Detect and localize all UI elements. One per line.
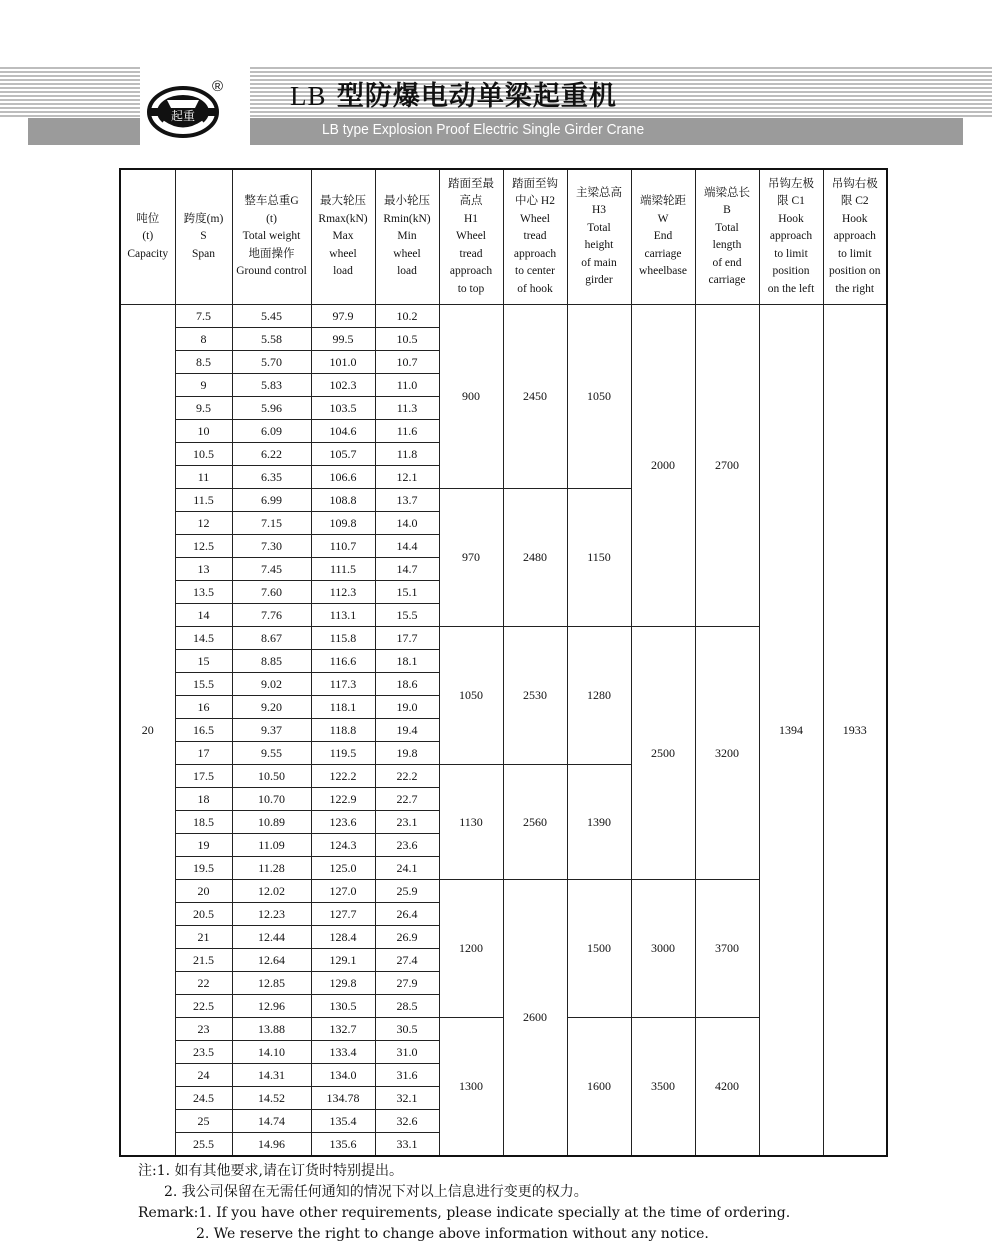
span-cell: 10.5 <box>175 443 232 466</box>
rmax-cell: 124.3 <box>311 834 375 857</box>
rmax-cell: 134.78 <box>311 1087 375 1110</box>
page-subtitle: LB type Explosion Proof Electric Single Girder Crane <box>322 121 645 138</box>
span-cell: 13.5 <box>175 581 232 604</box>
rmax-cell: 115.8 <box>311 627 375 650</box>
span-cell: 14 <box>175 604 232 627</box>
rmin-cell: 19.8 <box>375 742 439 765</box>
rmin-cell: 32.6 <box>375 1110 439 1133</box>
weight-cell: 6.22 <box>232 443 311 466</box>
span-cell: 19.5 <box>175 857 232 880</box>
w-cell: 3000 <box>631 880 695 1018</box>
h3-cell: 1150 <box>567 489 631 627</box>
note-en-1: Remark:1. If you have other requirements, please indicate specially at the time of ordering. <box>138 1205 791 1221</box>
weight-cell: 5.70 <box>232 351 311 374</box>
weight-cell: 14.74 <box>232 1110 311 1133</box>
rmax-cell: 123.6 <box>311 811 375 834</box>
rmin-cell: 11.3 <box>375 397 439 420</box>
column-header-5 <box>439 169 503 305</box>
rmin-cell: 23.1 <box>375 811 439 834</box>
weight-cell: 11.28 <box>232 857 311 880</box>
span-cell: 15.5 <box>175 673 232 696</box>
rmax-cell: 119.5 <box>311 742 375 765</box>
column-header-en: W End carriage wheelbase <box>639 212 687 278</box>
rmin-cell: 27.9 <box>375 972 439 995</box>
span-cell: 16 <box>175 696 232 719</box>
rmin-cell: 18.6 <box>375 673 439 696</box>
b-cell: 4200 <box>695 1018 759 1157</box>
w-cell: 2000 <box>631 305 695 627</box>
rmin-cell: 17.7 <box>375 627 439 650</box>
capacity-cell: 20 <box>120 305 175 1157</box>
rmax-cell: 97.9 <box>311 305 375 328</box>
note-cn-1: 注:1. 如有其他要求,请在订货时特别提出。 <box>138 1163 403 1179</box>
weight-cell: 13.88 <box>232 1018 311 1041</box>
weight-cell: 7.76 <box>232 604 311 627</box>
table-row <box>120 305 887 328</box>
span-cell: 21 <box>175 926 232 949</box>
weight-cell: 12.64 <box>232 949 311 972</box>
span-cell: 17.5 <box>175 765 232 788</box>
b-cell: 3200 <box>695 627 759 880</box>
rmin-cell: 28.5 <box>375 995 439 1018</box>
rmin-cell: 25.9 <box>375 880 439 903</box>
weight-cell: 14.96 <box>232 1133 311 1157</box>
column-header-8 <box>631 169 695 305</box>
rmin-cell: 24.1 <box>375 857 439 880</box>
rmax-cell: 102.3 <box>311 374 375 397</box>
column-header-en: Rmin(kN) Min wheel load <box>383 212 431 278</box>
column-header-cn: 吨位 <box>136 212 160 225</box>
rmax-cell: 130.5 <box>311 995 375 1018</box>
column-header-7 <box>567 169 631 305</box>
span-cell: 8.5 <box>175 351 232 374</box>
rmax-cell: 101.0 <box>311 351 375 374</box>
span-cell: 10 <box>175 420 232 443</box>
span-cell: 13 <box>175 558 232 581</box>
w-cell: 2500 <box>631 627 695 880</box>
weight-cell: 7.30 <box>232 535 311 558</box>
weight-cell: 14.10 <box>232 1041 311 1064</box>
rmax-cell: 105.7 <box>311 443 375 466</box>
rmax-cell: 109.8 <box>311 512 375 535</box>
h1-cell: 1200 <box>439 880 503 1018</box>
h3-cell: 1390 <box>567 765 631 880</box>
weight-cell: 10.89 <box>232 811 311 834</box>
svg-text:起重: 起重 <box>170 109 196 123</box>
span-cell: 22.5 <box>175 995 232 1018</box>
column-header-en: Rmax(kN) Max wheel load <box>318 212 368 278</box>
column-header-en: S Span <box>192 230 215 260</box>
rmax-cell: 112.3 <box>311 581 375 604</box>
rmax-cell: 133.4 <box>311 1041 375 1064</box>
rmax-cell: 127.0 <box>311 880 375 903</box>
column-header-en: B Total length of end carriage <box>708 204 746 286</box>
spec-table <box>119 168 888 1157</box>
weight-cell: 5.45 <box>232 305 311 328</box>
rmax-cell: 111.5 <box>311 558 375 581</box>
span-cell: 24 <box>175 1064 232 1087</box>
rmin-cell: 14.7 <box>375 558 439 581</box>
column-header-cn: 吊钩右极 限 C2 <box>831 177 878 208</box>
w-cell: 3500 <box>631 1018 695 1157</box>
span-cell: 21.5 <box>175 949 232 972</box>
rmin-cell: 15.5 <box>375 604 439 627</box>
column-header-cn: 踏面至最 高点 <box>448 177 494 208</box>
rmax-cell: 135.6 <box>311 1133 375 1157</box>
span-cell: 9 <box>175 374 232 397</box>
rmax-cell: 128.4 <box>311 926 375 949</box>
column-header-4 <box>375 169 439 305</box>
weight-cell: 12.44 <box>232 926 311 949</box>
span-cell: 23 <box>175 1018 232 1041</box>
column-header-cn: 吊钩左极 限 C1 <box>768 177 814 208</box>
span-cell: 25 <box>175 1110 232 1133</box>
rmin-cell: 33.1 <box>375 1133 439 1157</box>
weight-cell: 14.31 <box>232 1064 311 1087</box>
rmax-cell: 129.8 <box>311 972 375 995</box>
weight-cell: 9.55 <box>232 742 311 765</box>
column-header-cn: 最大轮压 <box>320 195 366 208</box>
column-header-10 <box>759 169 823 305</box>
h2-cell: 2450 <box>503 305 567 489</box>
weight-cell: 7.15 <box>232 512 311 535</box>
span-cell: 17 <box>175 742 232 765</box>
column-header-en: Wheel tread approach to center of hook <box>513 212 557 295</box>
rmax-cell: 129.1 <box>311 949 375 972</box>
rmax-cell: 103.5 <box>311 397 375 420</box>
span-cell: 15 <box>175 650 232 673</box>
rmin-cell: 32.1 <box>375 1087 439 1110</box>
weight-cell: 12.96 <box>232 995 311 1018</box>
weight-cell: 14.52 <box>232 1087 311 1110</box>
rmin-cell: 19.4 <box>375 719 439 742</box>
column-header-en: Hook approach to limit position on the right <box>829 212 881 295</box>
b-cell: 3700 <box>695 880 759 1018</box>
rmax-cell: 135.4 <box>311 1110 375 1133</box>
rmax-cell: 108.8 <box>311 489 375 512</box>
span-cell: 18.5 <box>175 811 232 834</box>
weight-cell: 6.35 <box>232 466 311 489</box>
rmin-cell: 11.0 <box>375 374 439 397</box>
column-header-cn: 端梁轮距 <box>640 195 686 208</box>
column-header-cn: 端梁总长 <box>704 186 750 199</box>
rmax-cell: 134.0 <box>311 1064 375 1087</box>
rmax-cell: 118.1 <box>311 696 375 719</box>
column-header-6 <box>503 169 567 305</box>
span-cell: 18 <box>175 788 232 811</box>
rmax-cell: 132.7 <box>311 1018 375 1041</box>
rmin-cell: 31.0 <box>375 1041 439 1064</box>
rmin-cell: 22.2 <box>375 765 439 788</box>
h2-cell: 2560 <box>503 765 567 880</box>
span-cell: 23.5 <box>175 1041 232 1064</box>
column-header-0 <box>120 169 175 305</box>
span-cell: 11 <box>175 466 232 489</box>
weight-cell: 5.58 <box>232 328 311 351</box>
column-header-en: H1 Wheel tread approach to top <box>449 212 493 295</box>
h1-cell: 970 <box>439 489 503 627</box>
span-cell: 14.5 <box>175 627 232 650</box>
column-header-en: (t) Capacity <box>127 230 169 260</box>
rmin-cell: 18.1 <box>375 650 439 673</box>
weight-cell: 5.96 <box>232 397 311 420</box>
span-cell: 8 <box>175 328 232 351</box>
rmin-cell: 14.4 <box>375 535 439 558</box>
table-header-row <box>120 169 887 305</box>
column-header-en: Hook approach to limit position on the left <box>767 212 815 295</box>
span-cell: 24.5 <box>175 1087 232 1110</box>
weight-cell: 7.45 <box>232 558 311 581</box>
h1-cell: 1300 <box>439 1018 503 1157</box>
weight-cell: 12.02 <box>232 880 311 903</box>
note-en-2: 2. We reserve the right to change above information without any notice. <box>196 1225 709 1242</box>
h3-cell: 1280 <box>567 627 631 765</box>
span-cell: 12 <box>175 512 232 535</box>
column-header-cn: 整车总重G <box>244 195 299 208</box>
span-cell: 20.5 <box>175 903 232 926</box>
span-cell: 11.5 <box>175 489 232 512</box>
rmin-cell: 15.1 <box>375 581 439 604</box>
column-header-9 <box>695 169 759 305</box>
column-header-1 <box>175 169 232 305</box>
rmin-cell: 22.7 <box>375 788 439 811</box>
rmin-cell: 10.2 <box>375 305 439 328</box>
span-cell: 7.5 <box>175 305 232 328</box>
column-header-2 <box>232 169 311 305</box>
rmin-cell: 12.1 <box>375 466 439 489</box>
note-cn-2: 2. 我公司保留在无需任何通知的情况下对以上信息进行变更的权力。 <box>164 1183 588 1200</box>
rmax-cell: 125.0 <box>311 857 375 880</box>
weight-cell: 6.09 <box>232 420 311 443</box>
h2-cell: 2480 <box>503 489 567 627</box>
span-cell: 19 <box>175 834 232 857</box>
span-cell: 9.5 <box>175 397 232 420</box>
rmin-cell: 23.6 <box>375 834 439 857</box>
weight-cell: 8.85 <box>232 650 311 673</box>
rmin-cell: 10.5 <box>375 328 439 351</box>
h1-cell: 900 <box>439 305 503 489</box>
h2-cell: 2530 <box>503 627 567 765</box>
rmin-cell: 13.7 <box>375 489 439 512</box>
weight-cell: 9.02 <box>232 673 311 696</box>
span-cell: 22 <box>175 972 232 995</box>
rmin-cell: 31.6 <box>375 1064 439 1087</box>
h3-cell: 1600 <box>567 1018 631 1157</box>
span-cell: 20 <box>175 880 232 903</box>
span-cell: 25.5 <box>175 1133 232 1157</box>
rmax-cell: 117.3 <box>311 673 375 696</box>
rmax-cell: 118.8 <box>311 719 375 742</box>
weight-cell: 11.09 <box>232 834 311 857</box>
rmax-cell: 104.6 <box>311 420 375 443</box>
b-cell: 2700 <box>695 305 759 627</box>
notes <box>138 1161 790 1244</box>
column-header-cn: 踏面至钩 中心 H2 <box>512 177 558 208</box>
span-cell: 16.5 <box>175 719 232 742</box>
weight-cell: 5.83 <box>232 374 311 397</box>
rmax-cell: 110.7 <box>311 535 375 558</box>
c2-cell: 1933 <box>823 305 887 1157</box>
rmax-cell: 122.9 <box>311 788 375 811</box>
rmin-cell: 30.5 <box>375 1018 439 1041</box>
weight-cell: 9.20 <box>232 696 311 719</box>
h1-cell: 1130 <box>439 765 503 880</box>
column-header-cn: 跨度(m) <box>183 212 224 225</box>
weight-cell: 7.60 <box>232 581 311 604</box>
h3-cell: 1500 <box>567 880 631 1018</box>
rmax-cell: 127.7 <box>311 903 375 926</box>
rmin-cell: 26.9 <box>375 926 439 949</box>
weight-cell: 10.70 <box>232 788 311 811</box>
rmin-cell: 11.6 <box>375 420 439 443</box>
h1-cell: 1050 <box>439 627 503 765</box>
rmax-cell: 113.1 <box>311 604 375 627</box>
rmin-cell: 26.4 <box>375 903 439 926</box>
rmin-cell: 27.4 <box>375 949 439 972</box>
column-header-cn: 主梁总高 <box>576 186 622 199</box>
rmax-cell: 106.6 <box>311 466 375 489</box>
weight-cell: 9.37 <box>232 719 311 742</box>
rmin-cell: 10.7 <box>375 351 439 374</box>
rmin-cell: 19.0 <box>375 696 439 719</box>
h2-cell: 2600 <box>503 880 567 1157</box>
column-header-3 <box>311 169 375 305</box>
column-header-11 <box>823 169 887 305</box>
rmin-cell: 14.0 <box>375 512 439 535</box>
span-cell: 12.5 <box>175 535 232 558</box>
page-title: LB 型防爆电动单梁起重机 <box>290 81 617 112</box>
weight-cell: 8.67 <box>232 627 311 650</box>
column-header-en: H3 Total height of main girder <box>581 204 617 286</box>
rmax-cell: 99.5 <box>311 328 375 351</box>
weight-cell: 6.99 <box>232 489 311 512</box>
weight-cell: 12.23 <box>232 903 311 926</box>
rmin-cell: 11.8 <box>375 443 439 466</box>
rmax-cell: 122.2 <box>311 765 375 788</box>
registered-mark: ® <box>212 78 224 95</box>
column-header-cn: 最小轮压 <box>384 195 430 208</box>
h3-cell: 1050 <box>567 305 631 489</box>
rmax-cell: 116.6 <box>311 650 375 673</box>
column-header-en: (t) Total weight 地面操作 Ground control <box>236 212 307 278</box>
c1-cell: 1394 <box>759 305 823 1157</box>
weight-cell: 10.50 <box>232 765 311 788</box>
weight-cell: 12.85 <box>232 972 311 995</box>
